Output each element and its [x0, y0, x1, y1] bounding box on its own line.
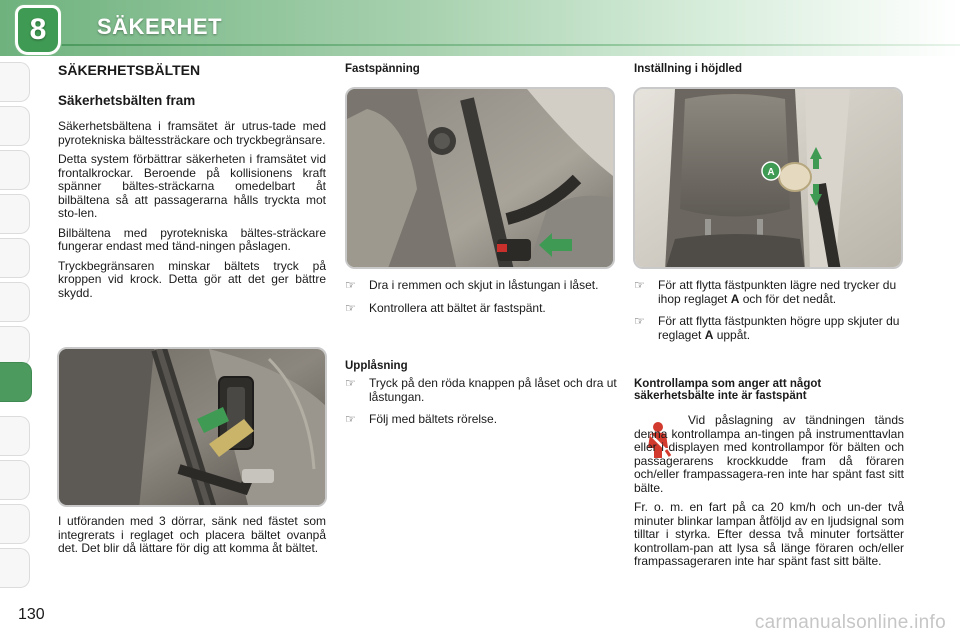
- chapter-tab-7[interactable]: [0, 326, 30, 366]
- chapter-tab-10[interactable]: [0, 460, 30, 500]
- warning-lamp-text: [634, 414, 904, 575]
- heading-height: Inställning i höjdled: [634, 63, 742, 75]
- page-title: SÄKERHET: [97, 14, 223, 39]
- release-bullet-list: [345, 377, 617, 436]
- section-title: SÄKERHETSBÄLTEN: [58, 62, 201, 78]
- chapter-tab-6[interactable]: [0, 282, 30, 322]
- list-item: [634, 315, 904, 342]
- height-bullet-list: [634, 279, 904, 351]
- watermark[interactable]: carmanualsonline.info: [754, 612, 946, 633]
- chapter-tab-8-active[interactable]: [0, 362, 32, 402]
- chapter-tab-1[interactable]: [0, 62, 30, 102]
- list-item: [345, 279, 617, 293]
- list-item: [634, 279, 904, 306]
- chapter-tabs: [0, 62, 32, 582]
- chapter-tab-4[interactable]: [0, 194, 30, 234]
- bullet-text: och för det nedåt.: [739, 291, 837, 306]
- chapter-tab-3[interactable]: [0, 150, 30, 190]
- chapter-badge[interactable]: [18, 8, 58, 52]
- chapter-tab-11[interactable]: [0, 504, 30, 544]
- intro-paragraph: Bilbältena med pyrotekniska bältes-sträckare fungerar endast med tänd-ningen påslagen.: [58, 225, 326, 253]
- seatbelt-anchor-photo: [57, 347, 327, 507]
- heading-release: Upplåsning: [345, 360, 408, 372]
- lamp-paragraph-2: Fr. o. m. en fart på ca 20 km/h och un-der två minuter blinkar lampan åtföljd av en ljudsignal som tilltar i styrka. Efter dessa två minuter fortsätter kontrollam-pan att lysa så länge föraren och/eller frampassageraren inte har spänt fast sitt bälte.: [634, 500, 904, 568]
- pointing-hand-icon: ☞: [345, 300, 356, 315]
- pointing-hand-icon: ☞: [345, 376, 356, 390]
- intro-paragraph: Säkerhetsbältena i framsätet är utrus-tade med pyrotekniska bältessträckare och tryckbegränsare.: [58, 119, 326, 147]
- subsection-title: Säkerhetsbälten fram: [58, 93, 196, 108]
- page-number: 130: [18, 606, 45, 623]
- heading-fasten: Fastspänning: [345, 63, 420, 75]
- list-item: [345, 302, 617, 316]
- intro-paragraph: Tryckbegränsaren minskar bältets tryck på kroppen vid krock. Detta gör att det ger bättre skydd.: [58, 258, 326, 300]
- bullet-text: För att flytta fästpunkten högre upp skjuter du reglaget: [658, 314, 900, 342]
- control-label-a: A: [730, 291, 740, 306]
- pointing-hand-icon: ☞: [345, 278, 356, 292]
- pointing-hand-icon: ☞: [345, 412, 356, 426]
- bullet-text: Kontrollera att bältet är fastspänt.: [369, 300, 546, 315]
- bullet-text: uppåt.: [713, 327, 751, 342]
- chapter-tab-5[interactable]: [0, 238, 30, 278]
- pointing-hand-icon: ☞: [634, 314, 645, 328]
- bullet-text: För att flytta fästpunkten lägre ned trycker du ihop reglaget: [658, 278, 897, 306]
- intro-paragraph: Detta system förbättrar säkerheten i framsätet vid frontalkrockar. Beroende på kollisionens kraft spänner bältes-sträckarna omedelbart åt bilbältena så att passagerarna hålls tryckta mot sto-len.: [58, 152, 326, 220]
- intro-text: [58, 120, 326, 306]
- chapter-tab-9[interactable]: [0, 416, 30, 456]
- chapter-tab-12[interactable]: [0, 548, 30, 588]
- bullet-text: Dra i remmen och skjut in låstungan i låset.: [369, 278, 599, 292]
- lamp-paragraph-1: Vid påslagning av tändningen tänds denna kontrollampa an-tingen på instrumenttavlan eller i displayen med kontrollampor för bälten och passagerarens krockkudde fram då föraren och/eller frampassagera-ren inte har spänt fast sitt bälte.: [634, 413, 904, 495]
- chapter-number: 8: [29, 13, 47, 46]
- control-label-a: A: [704, 327, 714, 342]
- header-divider: [60, 44, 960, 46]
- pointing-hand-icon: ☞: [634, 278, 645, 292]
- bullet-text: Följ med bältets rörelse.: [369, 412, 498, 426]
- height-adjust-photo: [633, 87, 903, 269]
- fasten-bullet-list: [345, 279, 617, 324]
- label-a: A: [767, 167, 775, 178]
- buckle-photo: [345, 87, 615, 269]
- bullet-text: Tryck på den röda knappen på låset och dra ut låstungan.: [369, 376, 617, 404]
- three-door-text: I utföranden med 3 dörrar, sänk ned fästet som integrerats i reglaget och placera bältet ovanpå det. Det blir då lättare för dig att komma åt bältet.: [58, 514, 326, 555]
- heading-warning-lamp: Kontrollampa som anger att något säkerhetsbälte inte är fastspänt: [634, 378, 822, 402]
- list-item: [345, 377, 617, 404]
- list-item: [345, 413, 617, 427]
- chapter-tab-2[interactable]: [0, 106, 30, 146]
